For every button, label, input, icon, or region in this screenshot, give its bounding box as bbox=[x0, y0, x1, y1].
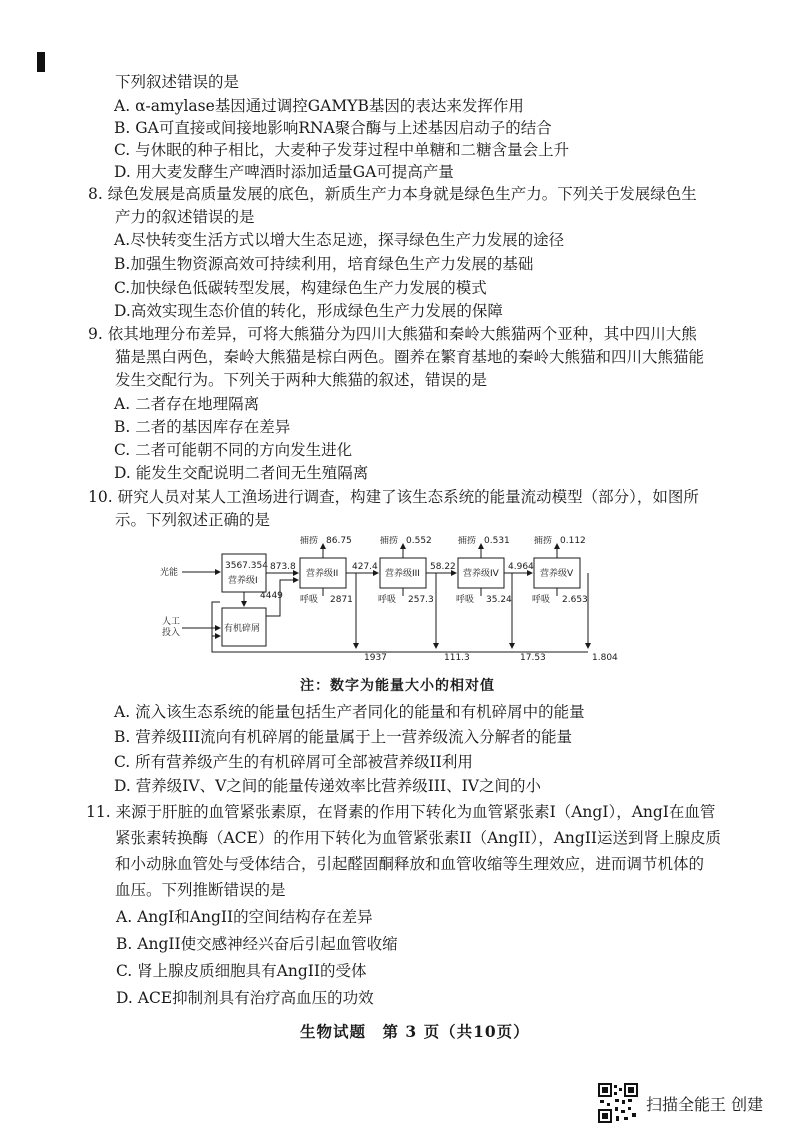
q7-option-c: C. 与休眠的种子相比，大麦种子发芽过程中单糖和二糖含量会上升 bbox=[114, 141, 570, 159]
level2-catch-label: 捕捞 bbox=[300, 536, 319, 546]
detritus-flow-value: 4449 bbox=[260, 591, 283, 601]
level5-resp: 2.653 bbox=[562, 595, 588, 605]
q7-option-d: D. 用大麦发酵生产啤酒时添加适量GA可提高产量 bbox=[114, 163, 454, 181]
q10-stem-line1: 10. 研究人员对某人工渔场进行调查，构建了该生态系统的能量流动模型（部分），如图所 bbox=[88, 488, 699, 506]
q10-option-c: C. 所有营养级产生的有机碎屑可全部被营养级II利用 bbox=[114, 753, 473, 771]
q7-stem: 下列叙述错误的是 bbox=[115, 73, 240, 91]
level5-catch-label: 捕捞 bbox=[534, 536, 553, 546]
level3-catch: 0.552 bbox=[406, 536, 432, 546]
level2-in: 873.8 bbox=[270, 562, 296, 572]
q11-stem-line2: 紧张素转换酶（ACE）的作用下转化为血管紧张素II（AngII），AngII运送到肾上腺皮质 bbox=[115, 829, 722, 847]
level2-resp: 2871 bbox=[330, 595, 353, 605]
artificial-label-1: 人工 bbox=[162, 617, 181, 627]
level3-resp-label: 呼吸 bbox=[378, 595, 397, 605]
level5-resp-label: 呼吸 bbox=[532, 595, 551, 605]
level5-in: 4.964 bbox=[508, 562, 534, 572]
q7-option-b: B. GA可直接或间接地影响RNA聚合酶与上述基因启动子的结合 bbox=[114, 119, 552, 137]
level4-in: 58.22 bbox=[430, 562, 456, 572]
q8-option-d: D.高效实现生态价值的转化，形成绿色生产力发展的保障 bbox=[114, 302, 503, 320]
q8-stem-line1: 8. 绿色发展是高质量发展的底色，新质生产力本身就是绿色生产力。下列关于发展绿色生 bbox=[88, 185, 697, 203]
detritus-label: 有机碎屑 bbox=[224, 624, 261, 634]
level4-label: 营养级IV bbox=[463, 569, 499, 579]
q11-stem-line3: 和小动脉血管处与受体结合，引起醛固酮释放和血管收缩等生理效应，进而调节机体的 bbox=[115, 855, 705, 873]
q11-option-a: A. AngI和AngII的空间结构存在差异 bbox=[116, 908, 373, 926]
level3-resp: 257.3 bbox=[408, 595, 434, 605]
q11-option-d: D. ACE抑制剂具有治疗高血压的功效 bbox=[116, 989, 374, 1007]
level4-resp-label: 呼吸 bbox=[456, 595, 475, 605]
q11-stem-line4: 血压。下列推断错误的是 bbox=[115, 881, 286, 899]
q10-option-d: D. 营养级IV、V之间的能量传递效率比营养级III、IV之间的小 bbox=[114, 777, 541, 795]
level5-label: 营养级V bbox=[540, 569, 574, 579]
level4-catch: 0.531 bbox=[484, 536, 510, 546]
level5-down: 1.804 bbox=[592, 653, 618, 663]
level2-catch: 86.75 bbox=[326, 536, 352, 546]
level3-catch-label: 捕捞 bbox=[380, 536, 399, 546]
level1-value: 3567.354 bbox=[225, 561, 268, 571]
q8-stem-line2: 产力的叙述错误的是 bbox=[115, 208, 255, 226]
q11-stem-line1: 11. 来源于肝脏的血管紧张素原，在肾素的作用下转化为血管紧张素I（AngI），AngI在血管 bbox=[86, 803, 716, 821]
level2-label: 营养级II bbox=[306, 569, 339, 579]
energy-flow-diagram bbox=[160, 536, 620, 664]
q10-option-b: B. 营养级III流向有机碎屑的能量属于上一营养级流入分解者的能量 bbox=[114, 728, 573, 746]
level3-label: 营养级III bbox=[385, 569, 420, 579]
q9-stem-line1: 9. 依其地理分布差异，可将大熊猫分为四川大熊猫和秦岭大熊猫两个亚种，其中四川大熊 bbox=[88, 325, 697, 343]
q11-option-b: B. AngII使交感神经兴奋后引起血管收缩 bbox=[116, 935, 398, 953]
q10-option-a: A. 流入该生态系统的能量包括生产者同化的能量和有机碎屑中的能量 bbox=[114, 703, 585, 721]
q8-option-a: A.尽快转变生活方式以增大生态足迹，探寻绿色生产力发展的途径 bbox=[114, 231, 565, 249]
level5-catch: 0.112 bbox=[560, 536, 586, 546]
q9-option-d: D. 能发生交配说明二者间无生殖隔离 bbox=[114, 464, 369, 482]
level2-down: 1937 bbox=[364, 653, 387, 663]
q9-option-a: A. 二者存在地理隔离 bbox=[114, 395, 260, 413]
level3-down: 111.3 bbox=[444, 653, 470, 663]
diagram-note: 注：数字为能量大小的相对值 bbox=[300, 678, 495, 694]
level1-label: 营养级I bbox=[228, 576, 258, 586]
q10-stem-line2: 示。下列叙述正确的是 bbox=[115, 511, 271, 529]
level3-in: 427.4 bbox=[352, 562, 378, 572]
q11-option-c: C. 肾上腺皮质细胞具有AngII的受体 bbox=[116, 962, 367, 980]
level1-box bbox=[222, 554, 266, 592]
level4-catch-label: 捕捞 bbox=[458, 536, 477, 546]
q9-option-b: B. 二者的基因库存在差异 bbox=[114, 418, 291, 436]
page-footer: 生物试题 第 3 页（共10页） bbox=[300, 1022, 530, 1041]
qr-code-icon bbox=[598, 1083, 638, 1123]
sunlight-label: 光能 bbox=[160, 568, 179, 578]
q9-stem-line3: 发生交配行为。下列关于两种大熊猫的叙述，错误的是 bbox=[115, 371, 488, 389]
scanner-brand: 扫描全能王 创建 bbox=[646, 1095, 764, 1114]
artificial-label-2: 投入 bbox=[162, 628, 181, 638]
level4-down: 17.53 bbox=[520, 653, 546, 663]
level2-resp-label: 呼吸 bbox=[300, 595, 319, 605]
level4-resp: 35.24 bbox=[486, 595, 512, 605]
q7-option-a: A. α-amylase基因通过调控GAMYB基因的表达来发挥作用 bbox=[114, 97, 524, 115]
scan-mark bbox=[37, 52, 45, 72]
q8-option-c: C.加快绿色低碳转型发展，构建绿色生产力发展的模式 bbox=[114, 279, 487, 297]
q8-option-b: B.加强生物资源高效可持续利用，培育绿色生产力发展的基础 bbox=[114, 255, 534, 273]
q9-option-c: C. 二者可能朝不同的方向发生进化 bbox=[114, 441, 353, 459]
q9-stem-line2: 猫是黑白两色，秦岭大熊猫是棕白两色。圈养在繁育基地的秦岭大熊猫和四川大熊猫能 bbox=[115, 348, 705, 366]
